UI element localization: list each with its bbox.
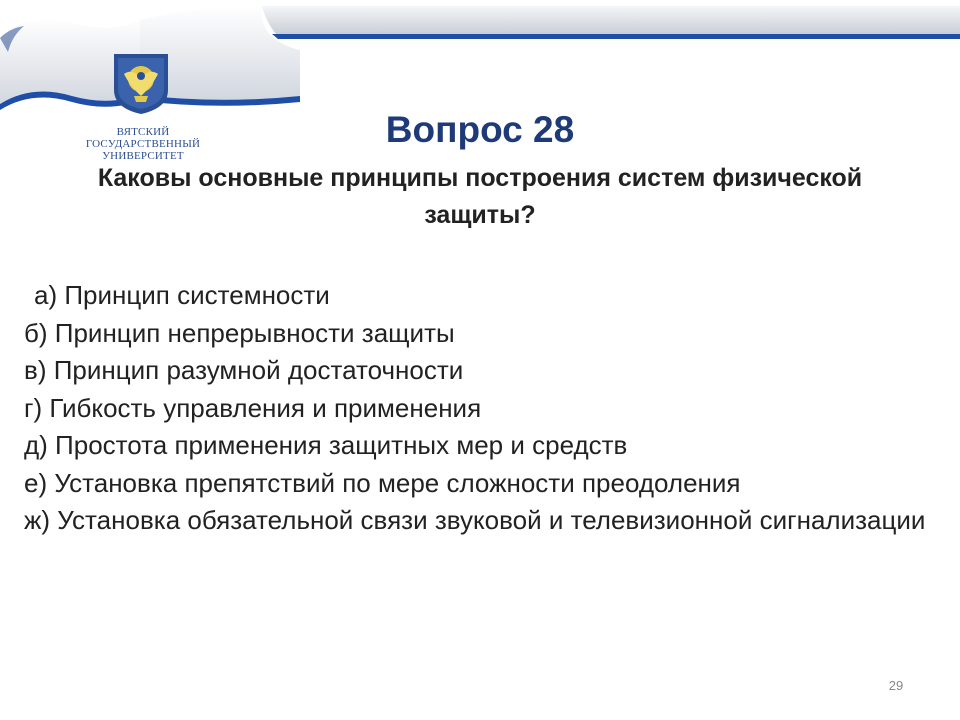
- answer-item: в) Принцип разумной достаточности: [24, 355, 464, 385]
- answer-item: б) Принцип непрерывности защиты: [24, 317, 455, 348]
- logo-line-2: ГОСУДАРСТВЕННЫЙ: [85, 138, 201, 150]
- question-text: Каковы основные принципы построения систем физической защиты?: [97, 164, 863, 229]
- answer-list: [24, 277, 936, 540]
- logo-line-1: ВЯТСКИЙ: [116, 126, 170, 138]
- answer-item: д) Простота применения защитных мер и средств: [24, 430, 628, 460]
- university-emblem-icon: [112, 52, 170, 116]
- answer-item: е) Установка препятствий по мере сложности преодоления: [24, 467, 741, 498]
- slide-title: Вопрос 28: [385, 109, 575, 150]
- page-number: 29: [888, 678, 904, 693]
- answer-item: г) Гибкость управления и применения: [24, 392, 482, 423]
- answer-item: ж) Установка обязательной связи звуковой и телевизионной сигнализации: [24, 505, 926, 535]
- logo-line-3: УНИВЕРСИТЕТ: [102, 150, 184, 162]
- answer-item: а) Принцип системности: [34, 280, 330, 310]
